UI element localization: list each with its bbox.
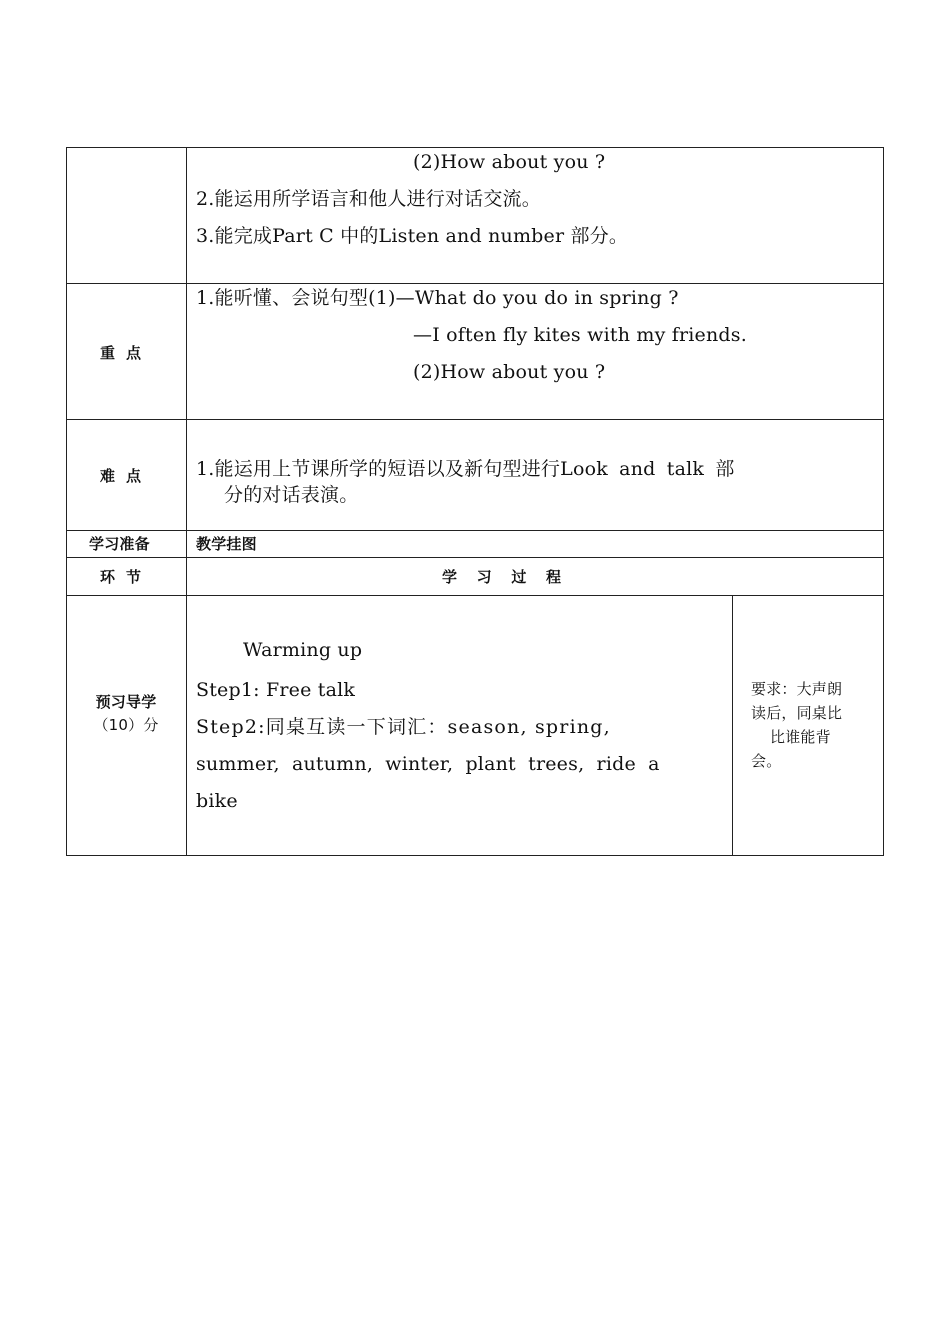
difficulties-label: 难 点 (100, 467, 142, 485)
key-point-text: 1.能听懂、会说句型(1)—What do you do in spring ? (196, 287, 679, 309)
objective-text: (2)How about you ? (413, 151, 606, 173)
table-border-left (66, 147, 67, 856)
column-divider (732, 595, 733, 856)
stage-header: 环 节 (100, 568, 142, 586)
step-text: bike (196, 790, 238, 812)
objective-text: 2.能运用所学语言和他人进行对话交流。 (196, 188, 541, 210)
row-divider (66, 595, 884, 596)
objective-text: 3.能完成Part C 中的Listen and number 部分。 (196, 225, 629, 247)
row-divider (66, 557, 884, 558)
preparation-label: 学习准备 (89, 535, 150, 553)
requirement-text: 会。 (751, 752, 782, 770)
key-point-text: —I often fly kites with my friends. (413, 324, 747, 346)
requirement-text: 要求：大声朗 (751, 680, 843, 698)
key-point-text: (2)How about you ? (413, 361, 606, 383)
requirement-text: 比谁能背 (770, 728, 831, 746)
row-divider (66, 419, 884, 420)
process-header: 学 习 过 程 (442, 568, 562, 586)
row-divider (66, 530, 884, 531)
table-border-top (66, 147, 884, 148)
preparation-value: 教学挂图 (196, 535, 257, 553)
difficulty-text: 1.能运用上节课所学的短语以及新句型进行Look and talk 部 (196, 458, 735, 480)
preview-label: 预习导学 (95, 693, 157, 711)
step-text: Step2:同桌互读一下词汇：season, spring, (196, 716, 611, 738)
preview-duration: （10）分 (93, 716, 159, 734)
table-border-bottom (66, 855, 884, 856)
row-divider (66, 283, 884, 284)
difficulty-text: 分的对话表演。 (224, 484, 359, 506)
column-divider (186, 147, 187, 856)
key-points-label: 重 点 (100, 344, 142, 362)
step-text: Step1: Free talk (196, 679, 356, 701)
warming-up-heading: Warming up (243, 639, 363, 661)
table-border-right (883, 147, 884, 856)
requirement-text: 读后，同桌比 (751, 704, 843, 722)
step-text: summer, autumn, winter, plant trees, ride a (196, 753, 660, 775)
